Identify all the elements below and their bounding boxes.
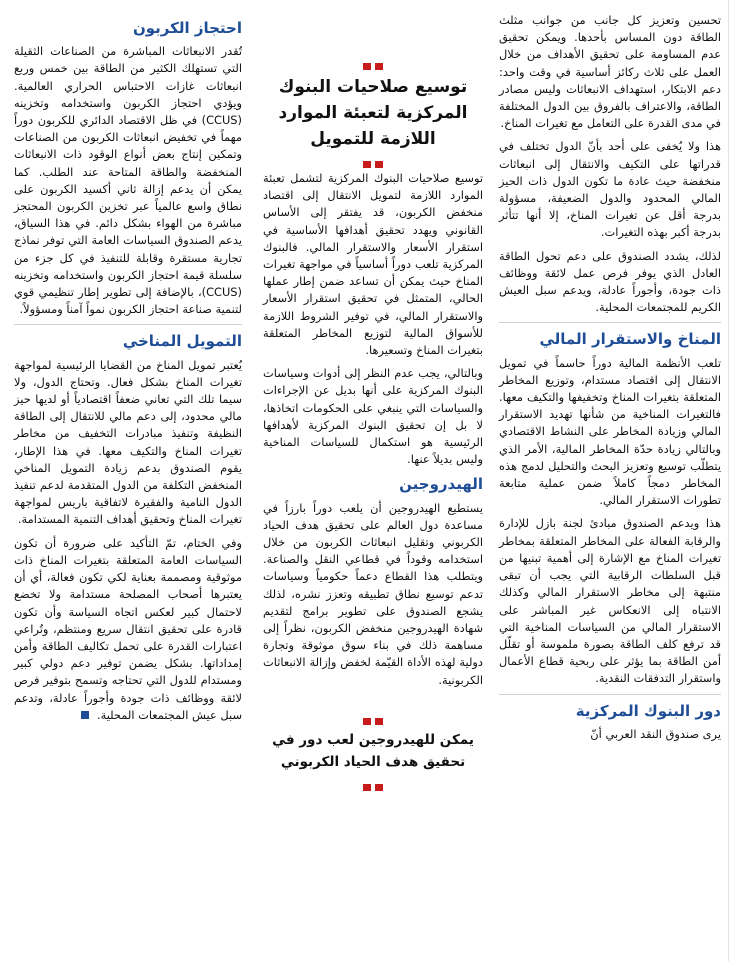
decorative-marks — [263, 156, 483, 166]
section-heading-carbon-capture: احتجاز الكربون — [132, 19, 242, 37]
decorative-marks — [263, 779, 483, 789]
section-divider — [499, 322, 721, 323]
paragraph-text: وفي الختام، تمّ التأكيد على ضرورة أن تكون السياسات العامة المتعلقة بتغيرات المناخ ذات موثوقية ومصممة بعناية لكي تكون فعالة، أي أن يعتبرها أصحاب المصلحة مستدامة ولا تخضع لاحتمال كبير لعكس اتجاه السياسة وأن تكون قادرة على تحقيق انتقال سريع ومنتظم، وتُراعي اعتبارات القدرة على تحمل تكاليف الطاقة وأمن إمداداتها. بشكل يضمن توفير دعم دولي كبير ومستدام للدول التي تحتاجه وتسمح بتوفير فرص لائقة ووظائف ذات جودة وأجوراً عادلة، وتدعم سبل عيش المجتمعات المحلية. — [14, 535, 242, 722]
decorative-marks — [263, 713, 483, 723]
column-left — [14, 12, 242, 730]
paragraph: تحسين وتعزيز كل جانب من جوانب مثلث الطاقة دون المساس بأحدها. ويمكن تحقيق عدم المساومة على تحقيق الأهداف من خلال العمل على ثلاث ركائز أساسية في وقت واحد: دعم الابتكار، استهداف الانبعاثات وليس مصادر الطاقة، والاعتراف بالفروق بين الدول المختلفة في مدى القدرة على التعامل مع تغيرات المناخ. — [499, 13, 721, 131]
paragraph: تُقدر الانبعاثات المباشرة من الصناعات الثقيلة التي تستهلك الكثير من الطاقة بين خمس وربع انبعاثات غازات الاحتباس الحراري العالمية. ويؤدي احتجاز الكربون واستخدامه وتخزينه (CCUS) في ظل الاقتصاد الدائري للكربون دوراً مهماً في تخفيض انبعاثات الكربون من الصناعات وتمكين إنتاج بعض أنواع الوقود ذات الانبعاثات المنخفضة والطاقة المتاحة عند الطلب. كما يمكن أن يدعم إزالة ثاني أكسيد الكربون على نطاق واسع عالمياً عبر تخزين الكربون المحتجز مباشرة من الهواء بشكل دائم. في هذا السياق، يدعم الصندوق السياسات العامة التي توفر نماذج تجارية مستقرة وقابلة للتنفيذ في كل جزء من سلسلة قيمة احتجاز الكربون واستخدامه وتخزينه (CCUS)، بالإضافة إلى تطوير إطار تنظيمي قوي لتنمية صناعة احتجاز الكربون نمواً آمناً ومسؤولاً. — [14, 44, 242, 317]
page-edge-rule — [728, 0, 729, 961]
paragraph: يُعتبر تمويل المناخ من القضايا الرئيسية لمواجهة تغيرات المناخ بشكل فعال. وتحتاج الدول، ولا سيما تلك التي تعاني ضعفاً اقتصادياً أو لديها حيز مالي محدود، إلى دعم مالي للانتقال إلى الطاقة النظيفة وتنفيذ مبادرات التخفيف من مخاطر تغيرات المناخ والتكيف معها. في هذا الإطار، يقوم الصندوق بدعم زيادة التمويل المناخي المنخفض التكلفة من الدول المتقدمة لدعم تنفيذ الدول النامية والفقيرة لاتفاقية باريس لمواجهة تغيرات المناخ وتحقيق أهداف التنمية المستدامة. — [14, 357, 242, 527]
paragraph: يستطيع الهيدروجين أن يلعب دوراً بارزاً في مساعدة دول العالم على تحقيق هدف الحياد الكربوني وتقليل انبعاثات الكربون من خلال استخدامه وقوداً في قطاعي النقل والصناعة. ويتطلب هذا القطاع دعماً حكومياً وسياسات تدعم توسيع نطاق تطبيقه وتعزز نشره، لذلك يشجع الصندوق على تطوير برامج لتقديم شهادة الهيدروجين منخفض الكربون، نظراً إلى مساهمة ذلك في بناء سوق موثوقة وتجارة دولية لهذه الأداة القيّمة لخفض وإزالة الانبعاثات الكربونية. — [263, 500, 483, 687]
column-right — [499, 12, 721, 749]
paragraph: تلعب الأنظمة المالية دوراً حاسماً في تمويل الانتقال إلى اقتصاد مستدام، وتوزيع المخاطر المتعلقة بتغيرات المناخ وتخفيفها والتكيف معها. فالتغيرات المناخية من شأنها تهديد الاستقرار المالي وزيادة المخاطر على النشاط الاقتصادي وبالتالي زيادة حدّة المخاطر المالية، الأمر الذي يتطلّب توسيع وتعزيز البحث والتحليل لدمج هذه المخاطر دمجاً كاملاً ضمن عملية متابعة تطورات الاستقرار المالي. — [499, 355, 721, 508]
paragraph-final — [14, 535, 242, 724]
section-heading-central-banks-role: دور البنوك المركزية — [575, 701, 721, 720]
paragraph: هذا ويدعم الصندوق مبادئ لجنة بازل للإدارة والرقابة الفعالة على المخاطر المتعلقة بمخاطر تغيرات المناخ مع الإشارة إلى أهمية تبنيها من قبل السلطات الرقابية التي يجب أن تبقى منتبهة إلى مخاطر الاستقرار المالي وكذلك الانتباه إلى الانعكاس غير المباشر على الاستقرار المالي من السياسات المناخية التي قد ترفع كلف الطاقة بصورة ملموسة أو تقلّل أمن الطاقة بما يؤثر على ربحية قطاع الأعمال واستقرار التدفقات النقدية. — [499, 516, 721, 686]
section-heading-hydrogen: الهيدروجين — [399, 475, 483, 494]
paragraph: لذلك، يشدد الصندوق على دعم تحول الطاقة العادل الذي يوفر فرص عمل لائقة ووظائف ذات جودة، وأجوراً عادلة، ويدعم سبل العيش الكريم للمجتمعات المحلية. — [499, 248, 721, 315]
section-heading-climate-financial-stability: المناخ والاستقرار المالي — [539, 330, 721, 349]
pull-quote: يمكن للهيدروجين لعب دور في تحقيق هدف الحياد الكربوني — [272, 731, 474, 770]
feature-title: توسيع صلاحيات البنوك المركزية لتعبئة الموارد اللازمة للتمويل — [278, 77, 468, 149]
decorative-marks — [263, 58, 483, 68]
paragraph: توسيع صلاحيات البنوك المركزية لتشمل تعبئة الموارد اللازمة لتمويل الانتقال إلى اقتصاد منخفض الكربون، قد يفتقر إلى الأساس القانوني ويهدد تحقيق أهدافها الأساسية في استقرار الأسعار والاستقرار المالي. فالبنوك المركزية تلعب دوراً أساسياً في مواجهة تغيرات المناخ حيث يمكن أن تساعد ضمن إطار عملها الحالي، المتمثل في تحقيق استقرار الأسعار والاستقرار المالي، في توفير الشروط اللازمة للأسواق المالية لتوزيع المخاطر المتعلقة بتغيرات المناخ وتسعيرها. — [263, 171, 483, 358]
section-heading-climate-finance: التمويل المناخي — [122, 332, 242, 351]
section-divider — [499, 694, 721, 695]
paragraph: يرى صندوق النقد العربي أنّ — [590, 726, 721, 741]
paragraph: هذا ولا يُخفى على أحد بأنّ الدول تختلف في قدراتها على التكيف والانتقال إلى انبعاثات منخفضة حيث عادة ما تكون الدول ذات الحيز المالي المحدود والدول الضعيفة، مسؤولة بدرجة أقل عن تغيرات المناخ، إلا أنها تتأثر بدرجة أكبر بهذه التغيرات. — [499, 139, 721, 240]
section-divider — [14, 324, 242, 325]
paragraph: وبالتالي، يجب عدم النظر إلى أدوات وسياسات البنوك المركزية على أنها بديل عن الإجراءات والسياسات التي ينبغي على الحكومات اتخاذها، لا بل إن تحقيق البنوك المركزية لأهدافها الرئيسية هو استكمال للسياسات المناخية وليس بديلاً عنها. — [263, 366, 483, 467]
column-middle — [263, 12, 483, 793]
end-of-article-icon — [81, 711, 89, 719]
